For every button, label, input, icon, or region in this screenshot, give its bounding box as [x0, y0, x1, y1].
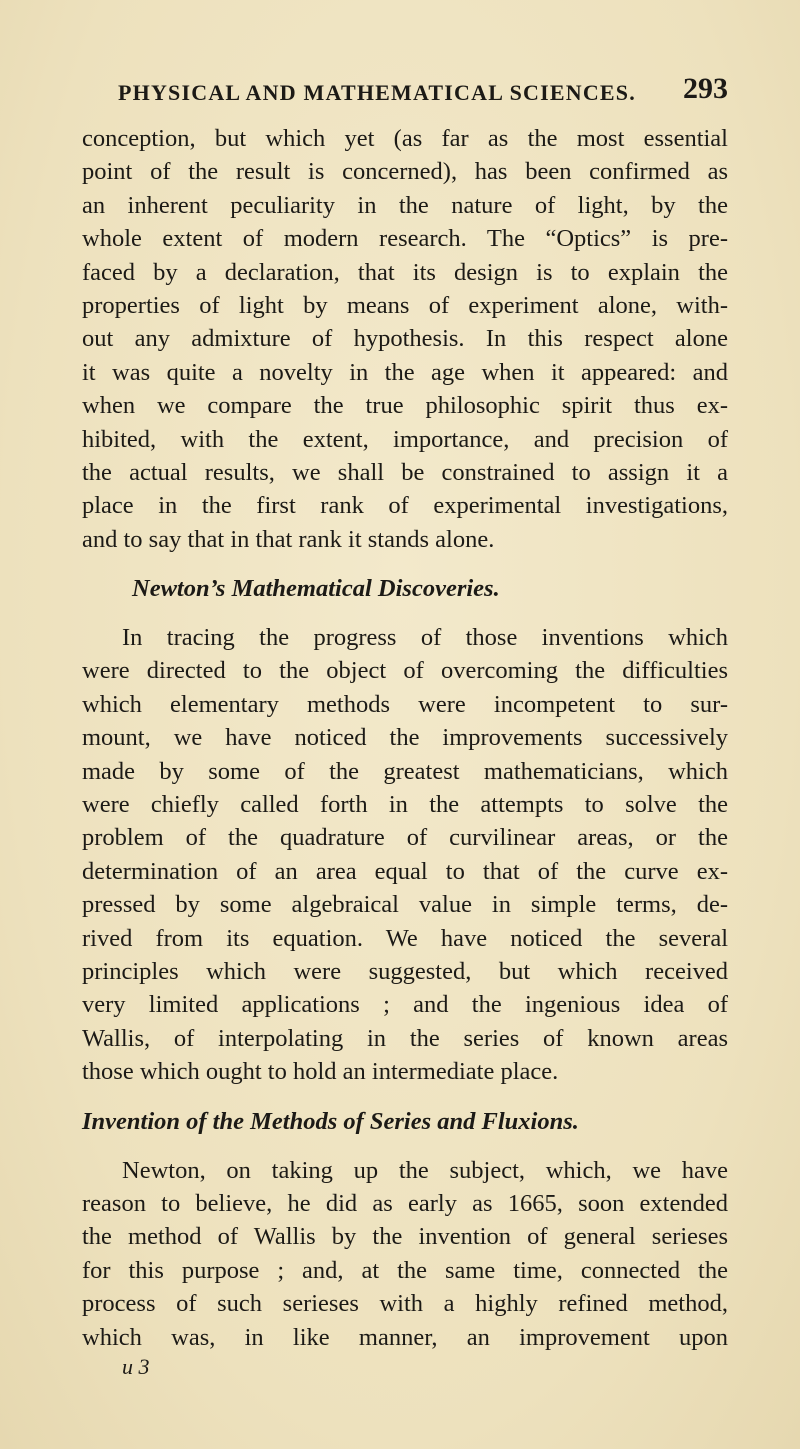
text-line: process of such serieses with a highly refined method,: [82, 1290, 728, 1318]
signature-mark: u 3: [122, 1353, 150, 1379]
text-line: the method of Wallis by the invention of general serieses: [82, 1223, 728, 1251]
text-line: it was quite a novelty in the age when it appeared: and: [82, 358, 728, 386]
page-number: 293: [683, 72, 728, 105]
spacer: [82, 556, 728, 572]
paragraph-quadrature: [82, 621, 728, 1088]
text-line: those which ought to hold an intermediate place.: [82, 1058, 559, 1086]
text-line: point of the result is concerned), has been confirmed as: [82, 158, 728, 186]
running-title: PHYSICAL AND MATHEMATICAL SCIENCES.: [118, 80, 636, 105]
text-line: Newton, on taking up the subject, which, we have: [122, 1156, 728, 1184]
text-line: place in the first rank of experimental investigations,: [82, 492, 728, 520]
text-line: problem of the quadrature of curvilinear areas, or the: [82, 824, 728, 852]
text-line: made by some of the greatest mathematicians, which: [82, 757, 728, 785]
text-line: an inherent peculiarity in the nature of light, by the: [82, 191, 728, 219]
text-line: were chiefly called forth in the attempts to solve the: [82, 791, 728, 819]
text-line: for this purpose ; and, at the same time, connected the: [82, 1256, 728, 1284]
text-line: faced by a declaration, that its design is to explain the: [82, 258, 728, 286]
paragraph-series: [82, 1154, 728, 1354]
text-line: mount, we have noticed the improvements successively: [82, 724, 728, 752]
text-line: In tracing the progress of those inventions which: [122, 624, 728, 652]
text-line: reason to believe, he did as early as 1665, soon extended: [82, 1189, 728, 1217]
text-line: principles which were suggested, but which received: [82, 957, 728, 985]
section-heading: Invention of the Methods of Series and Fluxions.: [82, 1107, 579, 1135]
text-line: which was, in like manner, an improvement upon: [82, 1323, 728, 1351]
text-line: out any admixture of hypothesis. In this respect alone: [82, 325, 728, 353]
spacer: [82, 1089, 728, 1105]
text-line: Wallis, of interpolating in the series of known areas: [82, 1024, 728, 1052]
text-line: which elementary methods were incompetent to sur-: [82, 690, 728, 718]
text-line: properties of light by means of experiment alone, with-: [82, 291, 728, 319]
text-line: the actual results, we shall be constrained to assign it a: [82, 458, 728, 486]
text-line: and to say that in that rank it stands alone.: [82, 525, 495, 553]
text-line: very limited applications ; and the ingenious idea of: [82, 991, 728, 1019]
section-heading: Newton’s Mathematical Discoveries.: [132, 575, 500, 603]
text-line: were directed to the object of overcoming the difficulties: [82, 657, 728, 685]
text-line: pressed by some algebraical value in simple terms, de-: [82, 891, 728, 919]
running-head: [118, 72, 728, 112]
text-line: when we compare the true philosophic spirit thus ex-: [82, 392, 728, 420]
text-line: whole extent of modern research. The “Optics” is pre-: [82, 225, 728, 253]
text-line: hibited, with the extent, importance, and precision of: [82, 425, 728, 453]
spacer: [82, 605, 728, 621]
text-line: rived from its equation. We have noticed the several: [82, 924, 728, 952]
spacer: [82, 1138, 728, 1154]
text-line: determination of an area equal to that of the curve ex-: [82, 857, 728, 885]
text-line: conception, but which yet (as far as the most essential: [82, 125, 728, 152]
body-text: [82, 122, 728, 1387]
paragraph-optics: [82, 122, 728, 556]
